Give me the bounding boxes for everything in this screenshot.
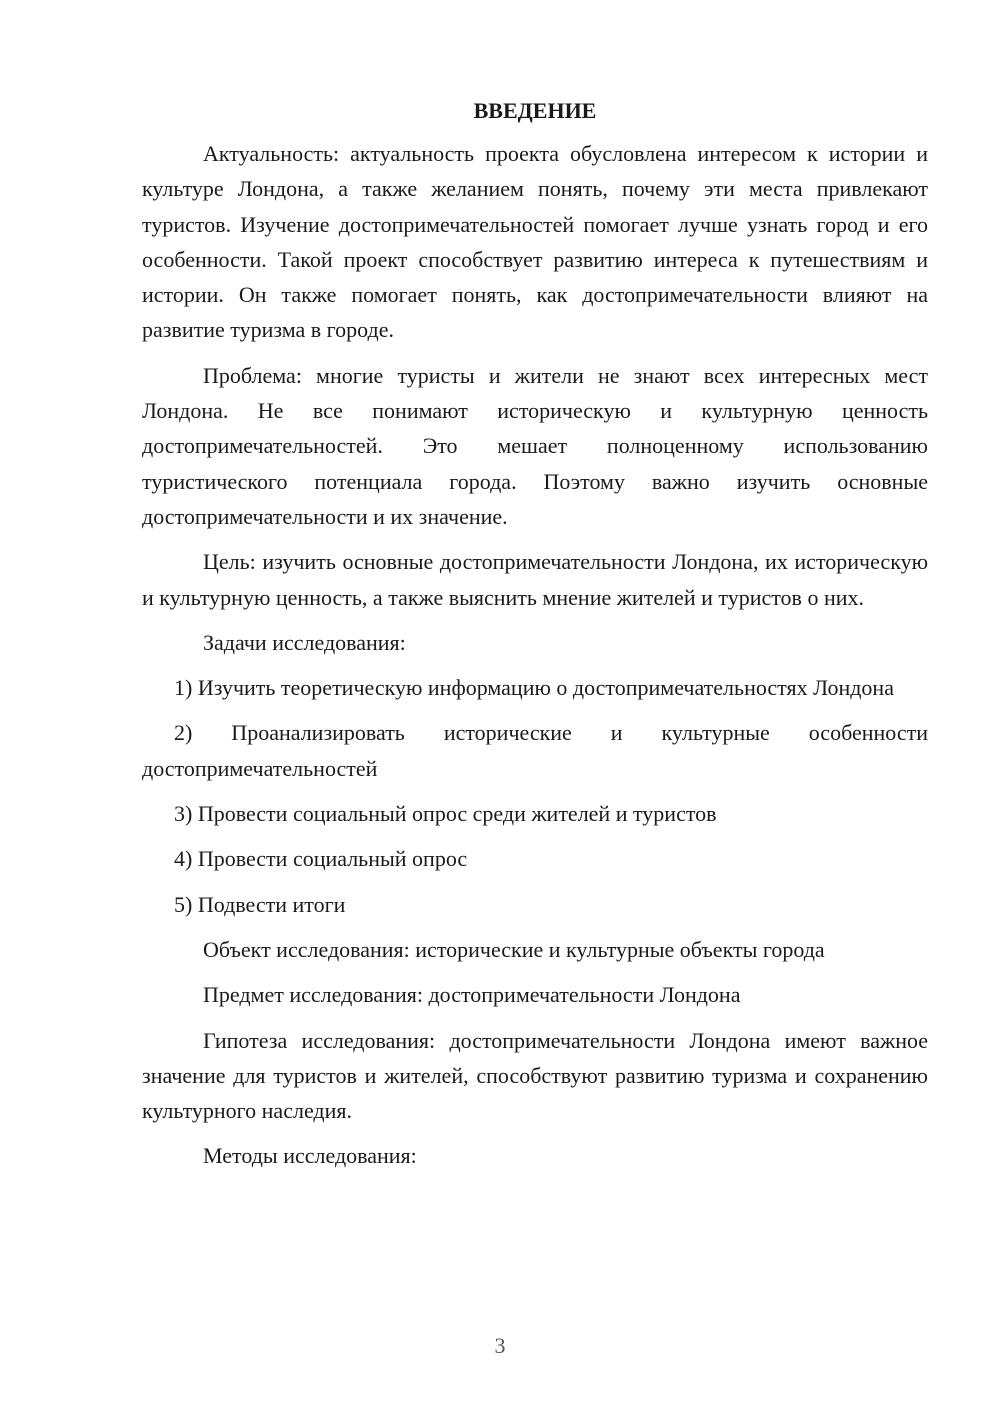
paragraph-object: Объект исследования: исторические и культурные объекты города: [203, 936, 825, 962]
task-item: 1) Изучить теоретическую информацию о достопримечательностях Лондона: [174, 675, 894, 701]
paragraph-relevance: Актуальность: актуальность проекта обусловлена интересом к истории и культуре Лондона, а также желанием понять, почему эти места привлекают туристов. Изучение достопримечательностей помогает лучше узнать город и его особенности. Такой проект способствует развитию интереса к путешествиям и истории. Он также помогает понять, как достопримечательности влияют на развитие туризма в городе.: [142, 141, 928, 343]
paragraph-hypothesis: Гипотеза исследования: достопримечательности Лондона имеют важное значение для туристов и жителей, способствуют развитию туризма и сохранению культурного наследия.: [142, 1027, 928, 1124]
task-item: 3) Провести социальный опрос среди жителей и туристов: [174, 801, 717, 827]
paragraph-tasks-heading: Задачи исследования:: [203, 629, 406, 655]
task-item: 2) Проанализировать исторические и культурные особенности достопримечательностей: [142, 720, 928, 781]
section-title: ВВЕДЕНИЕ: [473, 98, 597, 123]
paragraph-goal: Цель: изучить основные достопримечательности Лондона, их историческую и культурную ценность, а также выяснить мнение жителей и туристов о них.: [142, 549, 928, 610]
paragraph-problem: Проблема: многие туристы и жители не знают всех интересных мест Лондона. Не все понимают историческую и культурную ценность достопримечательностей. Это мешает полноценному использованию туристического потенциала города. Поэтому важно изучить основные достопримечательности и их значение.: [142, 362, 928, 529]
document-page: [142, 96, 928, 1184]
paragraph-subject: Предмет исследования: достопримечательности Лондона: [203, 982, 741, 1008]
paragraph-methods: Методы исследования:: [203, 1143, 417, 1169]
task-item: 5) Подвести итоги: [174, 891, 346, 917]
task-item: 4) Провести социальный опрос: [174, 846, 468, 872]
page-number: 3: [494, 1333, 506, 1358]
